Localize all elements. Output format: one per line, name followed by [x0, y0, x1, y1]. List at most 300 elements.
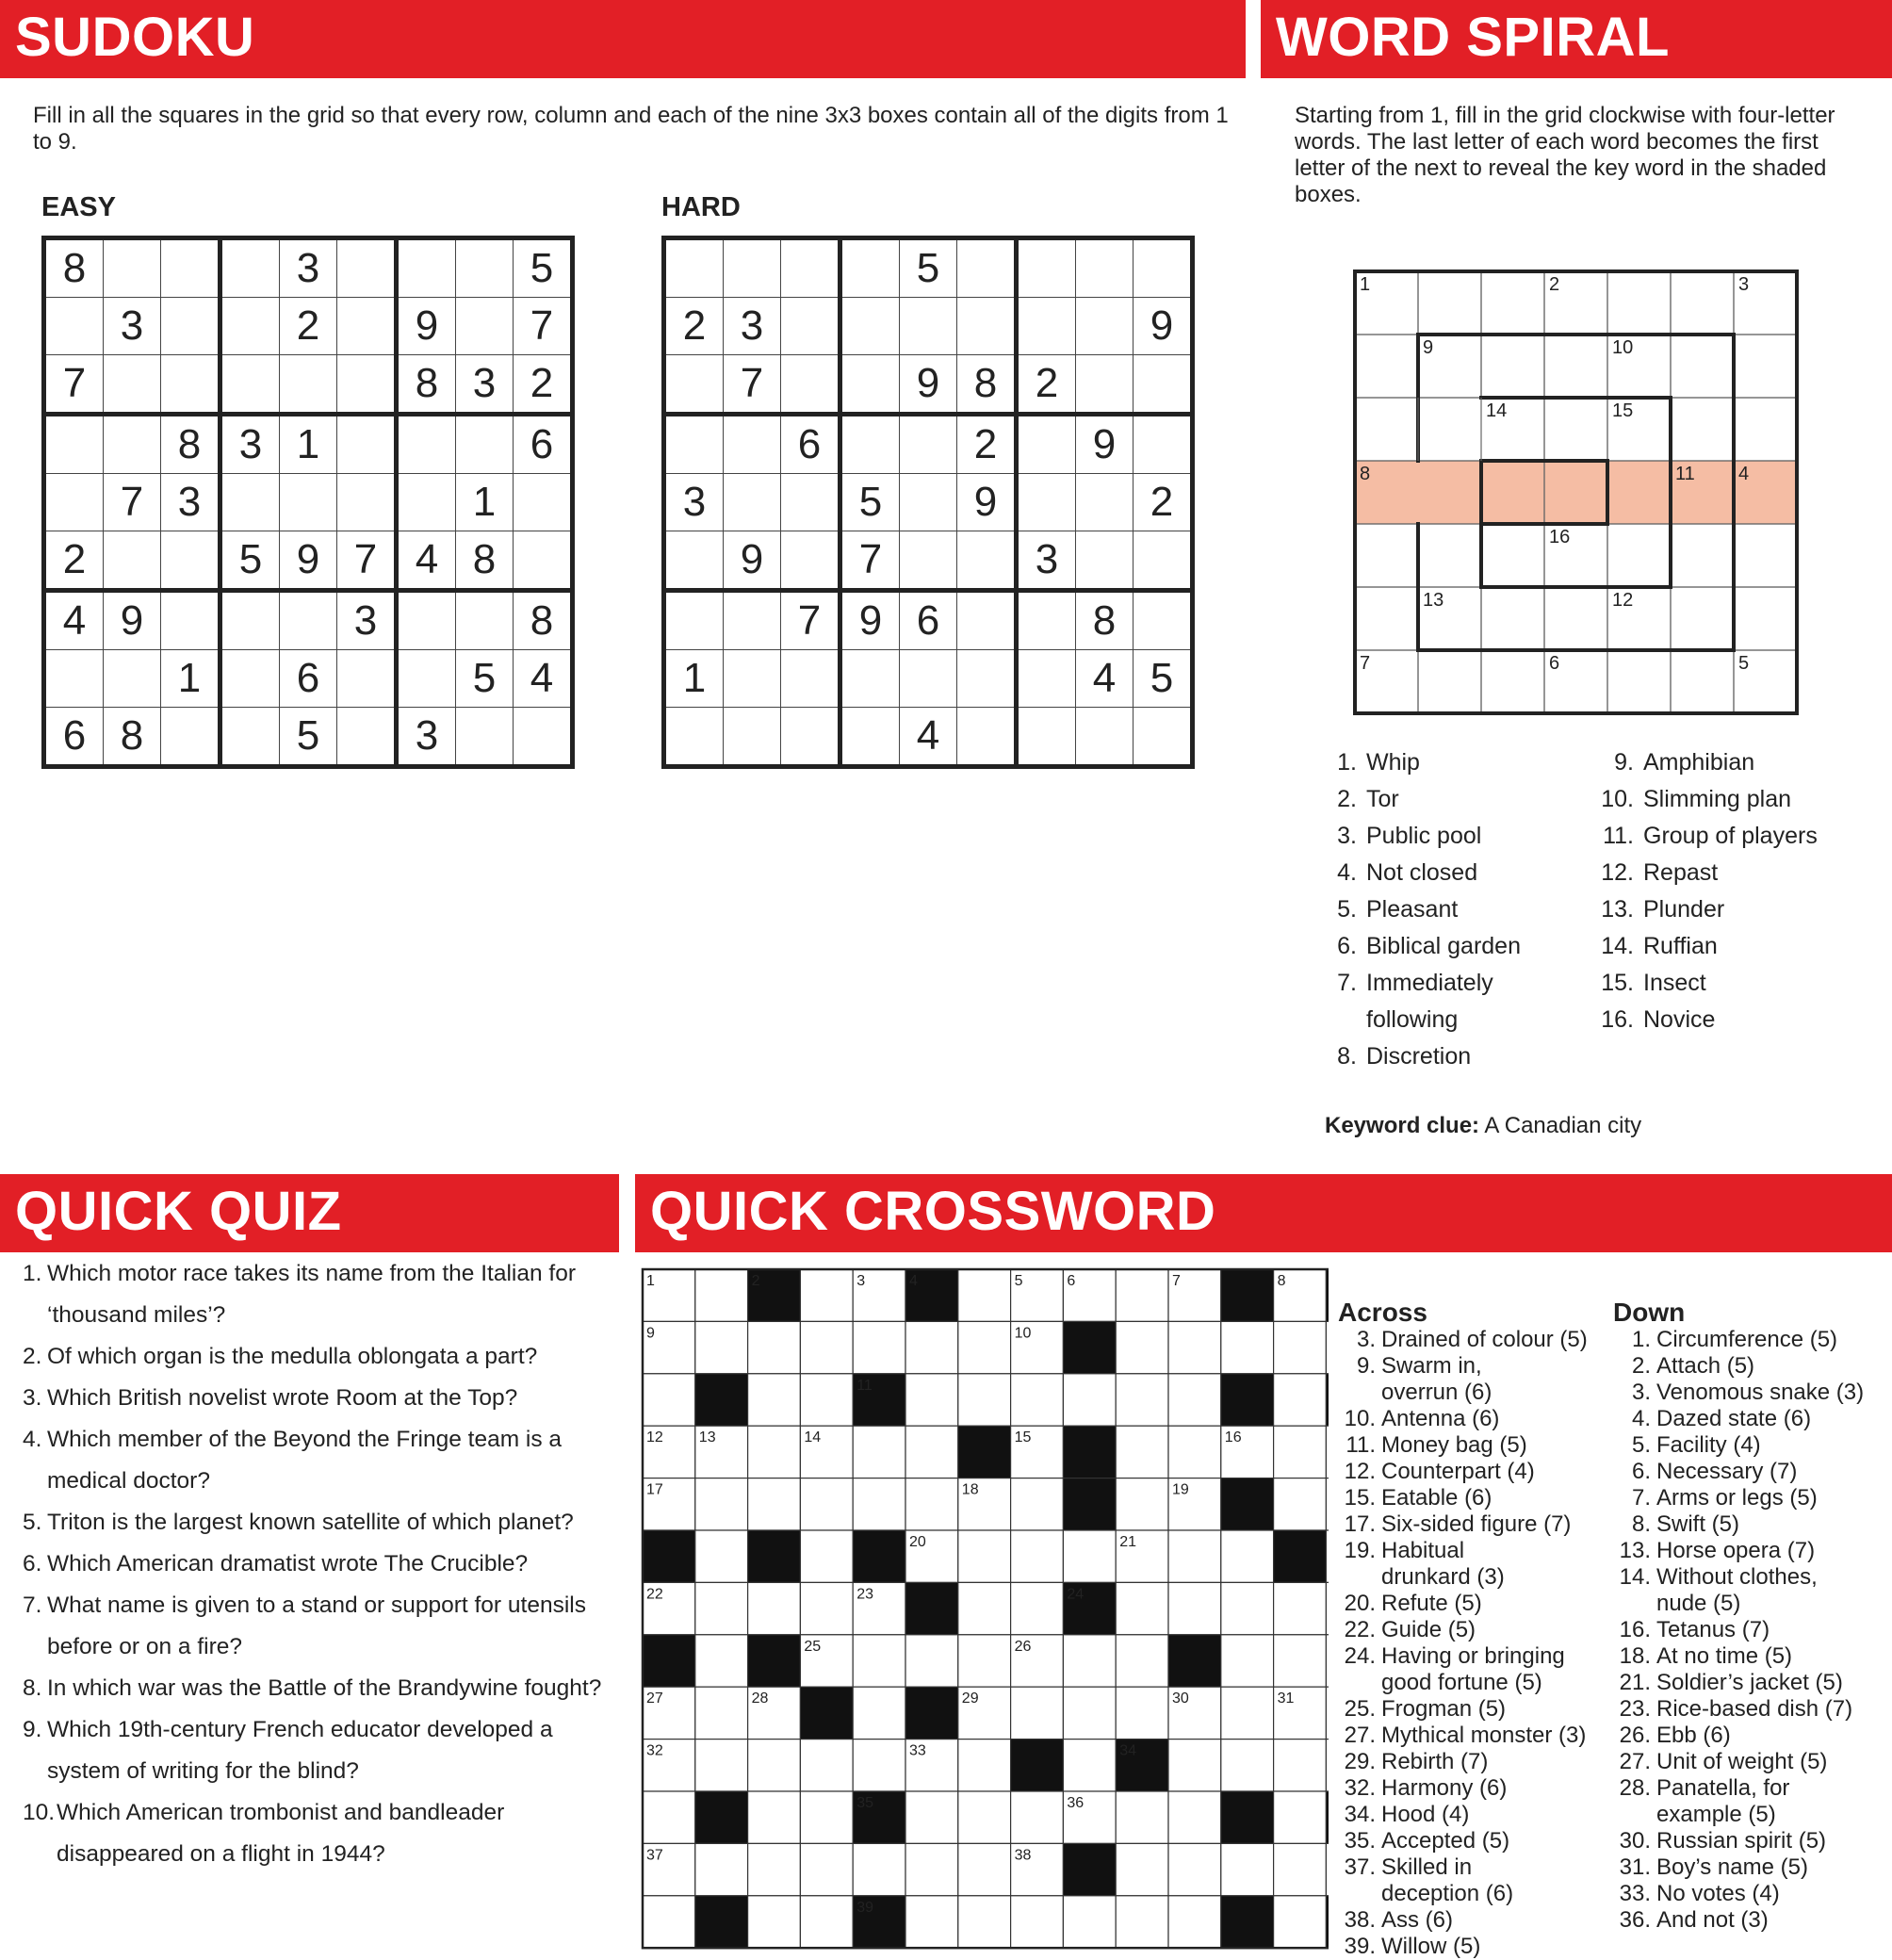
crossword-clue	[1613, 1406, 1890, 1432]
sudoku-empty-cell[interactable]	[900, 531, 957, 591]
sudoku-empty-cell[interactable]	[724, 708, 781, 767]
crossword-clue-text: Counterpart (4)	[1381, 1459, 1535, 1484]
sudoku-empty-cell[interactable]	[957, 298, 1017, 355]
sudoku-empty-cell[interactable]	[781, 298, 840, 355]
crossword-black-cell	[1063, 1843, 1116, 1895]
crossword-clue	[1338, 1485, 1611, 1511]
crossword-clue	[1338, 1696, 1611, 1723]
crossword-cell[interactable]	[1116, 1269, 1168, 1321]
crossword-clue	[1338, 1564, 1611, 1591]
crossword-cell[interactable]	[1116, 1478, 1168, 1530]
crossword-cell[interactable]	[905, 1843, 958, 1895]
crossword-cell[interactable]	[1116, 1843, 1168, 1895]
spiral-clue-number: 1	[1360, 274, 1371, 295]
sudoku-empty-cell[interactable]	[840, 415, 900, 474]
spiral-cell[interactable]	[1481, 524, 1544, 587]
crossword-clue	[1613, 1327, 1890, 1353]
spiral-cell[interactable]	[1671, 587, 1734, 650]
crossword-clue-number: 3	[856, 1273, 866, 1289]
crossword-cell[interactable]	[958, 1896, 1011, 1948]
crossword-cell[interactable]	[1274, 1426, 1327, 1478]
crossword-cell[interactable]	[905, 1374, 958, 1426]
crossword-cell[interactable]	[1168, 1740, 1221, 1791]
sudoku-empty-cell[interactable]	[900, 298, 957, 355]
crossword-cell[interactable]	[800, 1478, 853, 1530]
spiral-cell[interactable]	[1481, 587, 1544, 650]
clue-item	[1592, 891, 1875, 928]
sudoku-empty-cell[interactable]	[44, 650, 104, 708]
spiral-cell[interactable]	[1418, 398, 1481, 461]
sudoku-empty-cell[interactable]	[1076, 474, 1134, 531]
crossword-clue	[1613, 1432, 1890, 1459]
sudoku-empty-cell[interactable]	[337, 355, 397, 415]
crossword-cell[interactable]	[1221, 1687, 1274, 1739]
crossword-cell[interactable]	[1168, 1530, 1221, 1582]
crossword-cell[interactable]	[1326, 1530, 1329, 1582]
sudoku-empty-cell[interactable]	[337, 650, 397, 708]
sudoku-empty-cell[interactable]	[44, 415, 104, 474]
crossword-cell[interactable]	[748, 1582, 801, 1634]
spiral-cell[interactable]	[1671, 398, 1734, 461]
sudoku-empty-cell[interactable]	[1076, 531, 1134, 591]
sudoku-given-cell: 7	[514, 298, 573, 355]
sudoku-empty-cell[interactable]	[397, 474, 456, 531]
crossword-cell[interactable]	[958, 1582, 1011, 1634]
crossword-clue	[1613, 1907, 1890, 1934]
crossword-clue-number: 38	[1014, 1847, 1032, 1864]
sudoku-empty-cell[interactable]	[900, 474, 957, 531]
sudoku-empty-cell[interactable]	[337, 415, 397, 474]
crossword-cell[interactable]	[1326, 1582, 1329, 1634]
sudoku-empty-cell[interactable]	[664, 591, 724, 650]
crossword-cell[interactable]	[958, 1269, 1011, 1321]
spiral-cell[interactable]	[1355, 587, 1418, 650]
sudoku-empty-cell[interactable]	[1076, 238, 1134, 298]
sudoku-empty-cell[interactable]	[161, 355, 220, 415]
crossword-cell[interactable]	[1168, 1791, 1221, 1843]
crossword-cell[interactable]	[1116, 1791, 1168, 1843]
crossword-cell[interactable]	[1063, 1687, 1116, 1739]
crossword-clue-num: 20.	[1344, 1591, 1376, 1616]
crossword-clue-number: 28	[751, 1690, 769, 1707]
clue-number: 7.	[1337, 970, 1357, 996]
crossword-cell[interactable]	[1274, 1896, 1327, 1948]
sudoku-empty-cell[interactable]	[1134, 355, 1193, 415]
sudoku-empty-cell[interactable]	[220, 355, 280, 415]
sudoku-empty-cell[interactable]	[104, 650, 161, 708]
crossword-cell[interactable]	[695, 1321, 748, 1373]
crossword-cell[interactable]	[800, 1530, 853, 1582]
crossword-cell[interactable]	[1011, 1791, 1064, 1843]
spiral-cell[interactable]	[1671, 650, 1734, 713]
sudoku-empty-cell[interactable]	[724, 238, 781, 298]
crossword-cell[interactable]	[905, 1791, 958, 1843]
crossword-cell[interactable]	[1221, 1582, 1274, 1634]
sudoku-given-cell: 5	[220, 531, 280, 591]
crossword-clue-num: 34.	[1344, 1802, 1376, 1827]
sudoku-empty-cell[interactable]	[514, 474, 573, 531]
crossword-cell[interactable]	[1168, 1896, 1221, 1948]
sudoku-empty-cell[interactable]	[900, 415, 957, 474]
sudoku-empty-cell[interactable]	[840, 355, 900, 415]
crossword-clue-num: 31.	[1619, 1854, 1651, 1880]
sudoku-empty-cell[interactable]	[1017, 474, 1076, 531]
crossword-cell[interactable]	[800, 1582, 853, 1634]
sudoku-empty-cell[interactable]	[1134, 531, 1193, 591]
sudoku-empty-cell[interactable]	[900, 650, 957, 708]
sudoku-empty-cell[interactable]	[781, 238, 840, 298]
sudoku-empty-cell[interactable]	[840, 650, 900, 708]
crossword-cell[interactable]	[1116, 1374, 1168, 1426]
sudoku-row	[664, 415, 1193, 474]
crossword-cell[interactable]	[695, 1635, 748, 1687]
sudoku-empty-cell[interactable]	[1134, 415, 1193, 474]
crossword-cell[interactable]	[905, 1635, 958, 1687]
crossword-cell[interactable]	[1116, 1426, 1168, 1478]
crossword-clue-text: Tetanus (7)	[1656, 1617, 1770, 1642]
crossword-down-clues	[1613, 1298, 1890, 1934]
crossword-cell[interactable]	[800, 1791, 853, 1843]
sudoku-empty-cell[interactable]	[161, 238, 220, 298]
crossword-cell[interactable]	[1168, 1582, 1221, 1634]
spiral-cell[interactable]	[1355, 524, 1418, 587]
crossword-clue-text: Russian spirit (5)	[1656, 1828, 1827, 1854]
crossword-cell[interactable]	[643, 1791, 695, 1843]
sudoku-row	[664, 531, 1193, 591]
sudoku-empty-cell[interactable]	[514, 531, 573, 591]
sudoku-empty-cell[interactable]	[957, 238, 1017, 298]
crossword-cell[interactable]	[800, 1269, 853, 1321]
spiral-cell[interactable]	[1734, 524, 1797, 587]
sudoku-empty-cell[interactable]	[104, 238, 161, 298]
crossword-cell[interactable]	[1011, 1478, 1064, 1530]
sudoku-empty-cell[interactable]	[161, 708, 220, 767]
sudoku-empty-cell[interactable]	[724, 650, 781, 708]
sudoku-empty-cell[interactable]	[456, 591, 514, 650]
crossword-banner	[635, 1174, 1892, 1252]
crossword-cell[interactable]	[643, 1374, 695, 1426]
sudoku-empty-cell[interactable]	[397, 591, 456, 650]
crossword-clue	[1613, 1511, 1890, 1538]
crossword-cell[interactable]	[853, 1740, 905, 1791]
spiral-cell[interactable]	[1734, 587, 1797, 650]
sudoku-empty-cell[interactable]	[44, 298, 104, 355]
sudoku-empty-cell[interactable]	[220, 238, 280, 298]
sudoku-empty-cell[interactable]	[664, 355, 724, 415]
crossword-cell[interactable]	[1116, 1321, 1168, 1373]
sudoku-empty-cell[interactable]	[1017, 238, 1076, 298]
crossword-cell[interactable]	[1168, 1374, 1221, 1426]
crossword-cell[interactable]	[1011, 1530, 1064, 1582]
sudoku-empty-cell[interactable]	[220, 591, 280, 650]
crossword-cell[interactable]	[800, 1321, 853, 1373]
sudoku-empty-cell[interactable]	[104, 415, 161, 474]
spiral-cell[interactable]	[1481, 650, 1544, 713]
crossword-cell[interactable]	[1116, 1582, 1168, 1634]
crossword-cell[interactable]	[958, 1530, 1011, 1582]
crossword-cell[interactable]	[748, 1426, 801, 1478]
crossword-cell[interactable]	[1326, 1478, 1329, 1530]
sudoku-empty-cell[interactable]	[514, 708, 573, 767]
crossword-cell[interactable]	[1168, 1843, 1221, 1895]
sudoku-empty-cell[interactable]	[1076, 708, 1134, 767]
crossword-cell[interactable]	[1063, 1530, 1116, 1582]
sudoku-empty-cell[interactable]	[781, 708, 840, 767]
spiral-clue-number: 15	[1612, 400, 1634, 421]
crossword-cell[interactable]	[958, 1791, 1011, 1843]
sudoku-given-cell: 4	[1076, 650, 1134, 708]
sudoku-empty-cell[interactable]	[337, 298, 397, 355]
spiral-cell[interactable]	[1481, 335, 1544, 398]
sudoku-empty-cell[interactable]	[1134, 591, 1193, 650]
quiz-questions	[23, 1253, 607, 1875]
sudoku-given-cell: 9	[1134, 298, 1193, 355]
crossword-cell[interactable]	[1011, 1582, 1064, 1634]
sudoku-empty-cell[interactable]	[781, 355, 840, 415]
crossword-clue	[1338, 1907, 1611, 1934]
spiral-cell[interactable]	[1355, 398, 1418, 461]
crossword-cell[interactable]	[1063, 1374, 1116, 1426]
spiral-cell[interactable]	[1418, 524, 1481, 587]
spiral-cell[interactable]	[1671, 524, 1734, 587]
crossword-cell[interactable]	[695, 1530, 748, 1582]
crossword-cell[interactable]	[1221, 1635, 1274, 1687]
crossword-cell[interactable]	[1326, 1426, 1329, 1478]
crossword-clue-num: 27.	[1619, 1749, 1651, 1774]
sudoku-given-cell: 8	[397, 355, 456, 415]
spiral-cell[interactable]	[1607, 650, 1671, 713]
sudoku-empty-cell[interactable]	[456, 298, 514, 355]
clue-number: 10.	[1601, 786, 1634, 812]
spiral-cell[interactable]	[1544, 335, 1607, 398]
sudoku-given-cell: 7	[724, 355, 781, 415]
sudoku-empty-cell[interactable]	[664, 415, 724, 474]
crossword-cell[interactable]	[853, 1687, 905, 1739]
sudoku-empty-cell[interactable]	[664, 238, 724, 298]
sudoku-given-cell: 9	[1076, 415, 1134, 474]
crossword-cell[interactable]	[1221, 1740, 1274, 1791]
sudoku-empty-cell[interactable]	[104, 531, 161, 591]
sudoku-empty-cell[interactable]	[1076, 355, 1134, 415]
sudoku-empty-cell[interactable]	[161, 531, 220, 591]
sudoku-empty-cell[interactable]	[1134, 238, 1193, 298]
crossword-clue	[1613, 1854, 1890, 1881]
crossword-black-cell	[905, 1582, 958, 1634]
crossword-cell[interactable]	[958, 1635, 1011, 1687]
sudoku-empty-cell[interactable]	[957, 650, 1017, 708]
clue-text: Ruffian	[1643, 933, 1718, 959]
crossword-cell[interactable]	[1274, 1791, 1327, 1843]
crossword-cell[interactable]	[1063, 1740, 1116, 1791]
crossword-cell[interactable]	[695, 1582, 748, 1634]
crossword-cell[interactable]	[1011, 1374, 1064, 1426]
sudoku-empty-cell[interactable]	[724, 415, 781, 474]
quiz-question-text: Which member of the Beyond the Fringe team is a medical doctor?	[47, 1427, 563, 1494]
crossword-cell[interactable]	[958, 1740, 1011, 1791]
sudoku-empty-cell[interactable]	[220, 298, 280, 355]
spiral-cell[interactable]	[1671, 335, 1734, 398]
sudoku-empty-cell[interactable]	[397, 650, 456, 708]
crossword-cell[interactable]	[1116, 1687, 1168, 1739]
crossword-clue-number: 22	[646, 1586, 663, 1603]
sudoku-empty-cell[interactable]	[456, 415, 514, 474]
sudoku-empty-cell[interactable]	[280, 591, 337, 650]
crossword-cell[interactable]	[1274, 1740, 1327, 1791]
sudoku-empty-cell[interactable]	[781, 650, 840, 708]
crossword-cell[interactable]	[800, 1374, 853, 1426]
crossword-cell[interactable]	[853, 1426, 905, 1478]
sudoku-empty-cell[interactable]	[280, 355, 337, 415]
crossword-clue-text: Money bag (5)	[1381, 1432, 1527, 1458]
crossword-cell[interactable]	[695, 1740, 748, 1791]
crossword-cell[interactable]	[853, 1635, 905, 1687]
spiral-cell[interactable]	[1481, 271, 1544, 335]
crossword-cell[interactable]	[1274, 1582, 1327, 1634]
sudoku-empty-cell[interactable]	[397, 238, 456, 298]
sudoku-empty-cell[interactable]	[280, 474, 337, 531]
crossword-clue-num: 8.	[1631, 1511, 1651, 1537]
crossword-cell[interactable]	[905, 1896, 958, 1948]
crossword-cell[interactable]	[1116, 1635, 1168, 1687]
spiral-cell[interactable]	[1671, 271, 1734, 335]
sudoku-empty-cell[interactable]	[456, 708, 514, 767]
sudoku-empty-cell[interactable]	[957, 591, 1017, 650]
sudoku-empty-cell[interactable]	[337, 238, 397, 298]
crossword-cell[interactable]	[1274, 1478, 1327, 1530]
crossword-cell[interactable]	[853, 1843, 905, 1895]
sudoku-empty-cell[interactable]	[397, 415, 456, 474]
crossword-cell[interactable]	[1221, 1843, 1274, 1895]
sudoku-empty-cell[interactable]	[337, 708, 397, 767]
crossword-cell[interactable]	[958, 1321, 1011, 1373]
sudoku-empty-cell[interactable]	[1017, 650, 1076, 708]
crossword-clue	[1613, 1564, 1890, 1591]
crossword-cell[interactable]	[1011, 1687, 1064, 1739]
crossword-cell[interactable]	[853, 1321, 905, 1373]
crossword-cell[interactable]	[905, 1478, 958, 1530]
crossword-cell[interactable]	[958, 1374, 1011, 1426]
sudoku-empty-cell[interactable]	[220, 474, 280, 531]
sudoku-empty-cell[interactable]	[840, 238, 900, 298]
crossword-cell[interactable]	[853, 1478, 905, 1530]
crossword-clue-num	[1613, 1591, 1656, 1617]
spiral-clue-number: 3	[1738, 274, 1750, 295]
sudoku-empty-cell[interactable]	[337, 474, 397, 531]
sudoku-empty-cell[interactable]	[1017, 708, 1076, 767]
crossword-cell[interactable]	[748, 1478, 801, 1530]
crossword-cell[interactable]	[800, 1896, 853, 1948]
sudoku-empty-cell[interactable]	[161, 298, 220, 355]
sudoku-row	[44, 355, 573, 415]
crossword-cell[interactable]	[1274, 1374, 1327, 1426]
crossword-cell[interactable]	[748, 1843, 801, 1895]
crossword-cell[interactable]	[905, 1321, 958, 1373]
crossword-cell[interactable]	[695, 1687, 748, 1739]
sudoku-empty-cell[interactable]	[456, 238, 514, 298]
crossword-cell[interactable]	[695, 1269, 748, 1321]
crossword-cell[interactable]	[1326, 1321, 1329, 1373]
crossword-clue	[1613, 1696, 1890, 1723]
crossword-cell[interactable]	[1326, 1635, 1329, 1687]
crossword-cell[interactable]	[1274, 1321, 1327, 1373]
sudoku-empty-cell[interactable]	[1017, 591, 1076, 650]
crossword-cell[interactable]	[695, 1843, 748, 1895]
spiral-cell[interactable]	[1607, 524, 1671, 587]
sudoku-empty-cell[interactable]	[781, 474, 840, 531]
crossword-cell[interactable]	[1221, 1321, 1274, 1373]
crossword-clue-num: 15.	[1344, 1485, 1376, 1511]
sudoku-empty-cell[interactable]	[220, 650, 280, 708]
sudoku-empty-cell[interactable]	[220, 708, 280, 767]
sudoku-empty-cell[interactable]	[664, 531, 724, 591]
crossword-cell[interactable]	[1221, 1530, 1274, 1582]
sudoku-empty-cell[interactable]	[44, 474, 104, 531]
crossword-cell[interactable]	[958, 1843, 1011, 1895]
crossword-clue-number: 25	[804, 1638, 822, 1655]
keyword-clue	[1325, 1113, 1641, 1139]
crossword-cell[interactable]	[748, 1374, 801, 1426]
sudoku-empty-cell[interactable]	[724, 591, 781, 650]
spiral-cell[interactable]	[1544, 587, 1607, 650]
crossword-cell[interactable]	[695, 1478, 748, 1530]
sudoku-empty-cell[interactable]	[724, 474, 781, 531]
crossword-cell[interactable]	[748, 1740, 801, 1791]
sudoku-empty-cell[interactable]	[161, 591, 220, 650]
crossword-cell[interactable]	[1168, 1321, 1221, 1373]
crossword-cell[interactable]	[1326, 1687, 1329, 1739]
crossword-cell[interactable]	[748, 1321, 801, 1373]
crossword-cell[interactable]	[1274, 1843, 1327, 1895]
crossword-cell[interactable]	[800, 1843, 853, 1895]
spiral-cell[interactable]	[1734, 335, 1797, 398]
spiral-cell[interactable]	[1418, 271, 1481, 335]
crossword-black-cell	[643, 1635, 695, 1687]
sudoku-empty-cell[interactable]	[1134, 708, 1193, 767]
sudoku-empty-cell[interactable]	[957, 531, 1017, 591]
spiral-cell[interactable]	[1355, 335, 1418, 398]
spiral-cell[interactable]	[1607, 271, 1671, 335]
crossword-clue-num: 6.	[1631, 1459, 1651, 1484]
sudoku-empty-cell[interactable]	[1017, 298, 1076, 355]
sudoku-empty-cell[interactable]	[781, 531, 840, 591]
sudoku-given-cell: 6	[280, 650, 337, 708]
crossword-cell[interactable]	[1063, 1896, 1116, 1948]
crossword-cell[interactable]	[1168, 1426, 1221, 1478]
spiral-cell[interactable]	[1734, 398, 1797, 461]
sudoku-empty-cell[interactable]	[104, 355, 161, 415]
crossword-cell[interactable]	[1326, 1740, 1329, 1791]
crossword-cell[interactable]	[1063, 1635, 1116, 1687]
spiral-cell[interactable]	[1418, 650, 1481, 713]
crossword-cell[interactable]	[1326, 1843, 1329, 1895]
spiral-cell[interactable]	[1544, 398, 1607, 461]
crossword-cell[interactable]	[748, 1896, 801, 1948]
crossword-cell[interactable]	[905, 1426, 958, 1478]
crossword-cell[interactable]	[643, 1896, 695, 1948]
crossword-cell[interactable]	[748, 1791, 801, 1843]
crossword-cell[interactable]	[800, 1740, 853, 1791]
sudoku-empty-cell[interactable]	[957, 708, 1017, 767]
crossword-cell[interactable]	[1011, 1896, 1064, 1948]
keyword-clue-text: A Canadian city	[1484, 1113, 1642, 1138]
sudoku-empty-cell[interactable]	[840, 298, 900, 355]
sudoku-empty-cell[interactable]	[1017, 415, 1076, 474]
sudoku-empty-cell[interactable]	[840, 708, 900, 767]
crossword-cell[interactable]	[1116, 1896, 1168, 1948]
sudoku-empty-cell[interactable]	[1076, 298, 1134, 355]
crossword-cell[interactable]	[1274, 1635, 1327, 1687]
sudoku-empty-cell[interactable]	[664, 708, 724, 767]
